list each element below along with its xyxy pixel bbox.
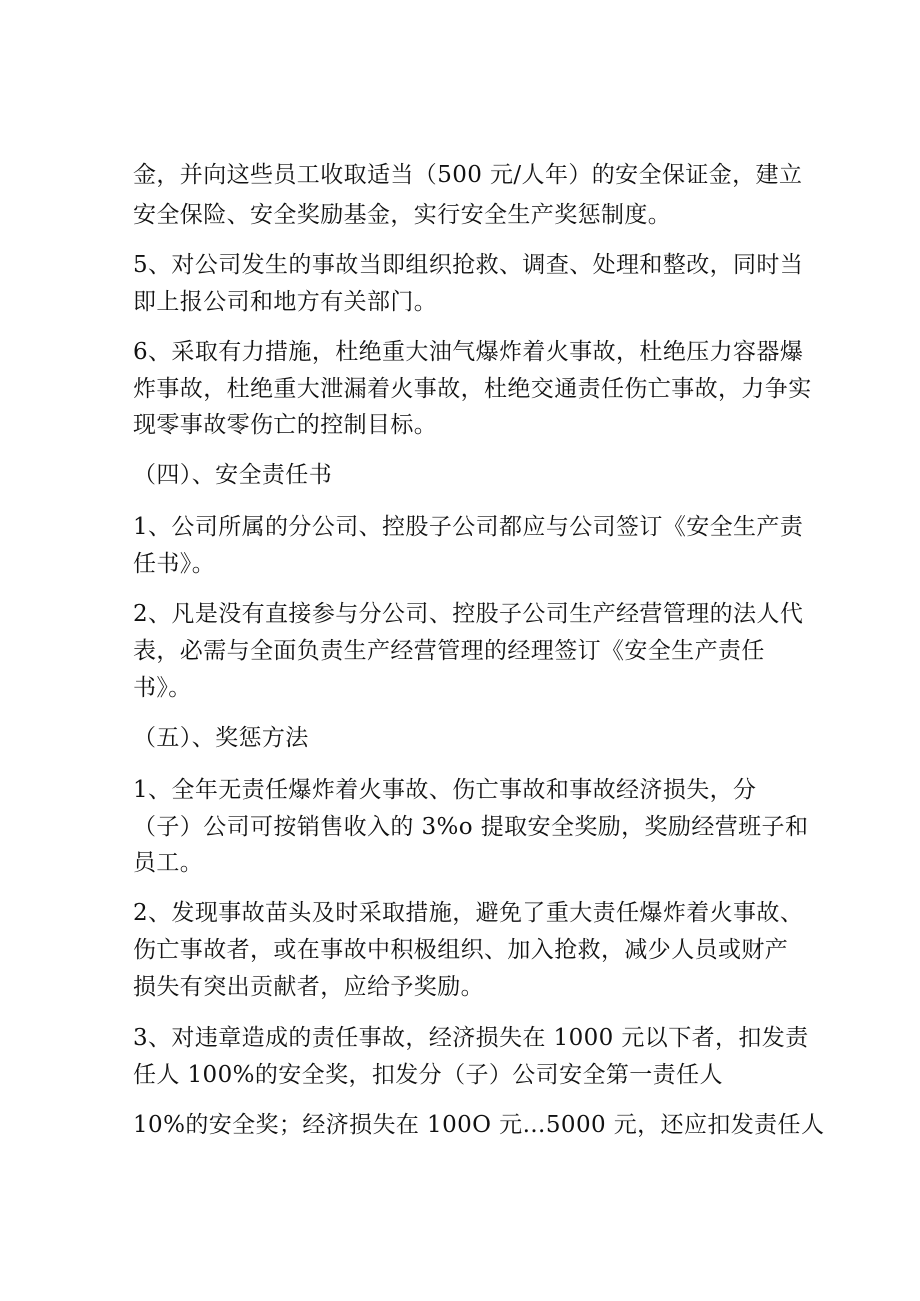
paragraph-line: 10%的安全奖；经济损失在 100O 元…5000 元，还应扣发责任人: [133, 1112, 825, 1138]
paragraph-line: 2、凡是没有直接参与分公司、控股子公司生产经营管理的法人代: [133, 601, 804, 627]
paragraph-line: （子）公司可按销售收入的 3%o 提取安全奖励，奖励经营班子和: [133, 814, 809, 840]
paragraph-line: 1、全年无责任爆炸着火事故、伤亡事故和事故经济损失，分: [133, 777, 757, 803]
section-heading: （五）、奖惩方法: [133, 725, 309, 751]
paragraph-line: 书》。: [133, 675, 192, 701]
paragraph-line: 表，必需与全面负责生产经营管理的经理签订《安全生产责任: [133, 638, 765, 664]
paragraph-line: 损失有突出贡献者，应给予奖励。: [133, 974, 484, 1000]
paragraph-line: 任书》。: [133, 551, 216, 577]
paragraph-line: 炸事故，杜绝重大泄漏着火事故，杜绝交通责任伤亡事故，力争实: [133, 376, 812, 402]
paragraph-line: 任人 100%的安全奖，扣发分（子）公司安全第一责任人: [133, 1062, 723, 1088]
paragraph-line: 1、公司所属的分公司、控股子公司都应与公司签订《安全生产责: [133, 514, 804, 540]
paragraph-line: 6、采取有力措施，杜绝重大油气爆炸着火事故，杜绝压力容器爆: [133, 339, 804, 365]
section-heading: （四）、安全责任书: [133, 462, 333, 488]
paragraph-line: 安全保险、安全奖励基金，实行安全生产奖惩制度。: [133, 202, 672, 228]
paragraph-line: 现零事故零伤亡的控制目标。: [133, 412, 438, 438]
paragraph-line: 2、发现事故苗头及时采取措施，避免了重大责任爆炸着火事故、: [133, 900, 804, 926]
paragraph-line: 员工。: [133, 850, 204, 876]
paragraph-line: 3、对违章造成的责任事故，经济损失在 1000 元以下者，扣发责: [133, 1025, 809, 1051]
paragraph-line: 金，并向这些员工收取适当（500 元/人年）的安全保证金，建立: [133, 162, 803, 188]
paragraph-line: 即上报公司和地方有关部门。: [133, 289, 438, 315]
paragraph-line: 5、对公司发生的事故当即组织抢救、调查、处理和整改，同时当: [133, 252, 804, 278]
paragraph-line: 伤亡事故者，或在事故中积极组织、加入抢救，减少人员或财产: [133, 937, 789, 963]
